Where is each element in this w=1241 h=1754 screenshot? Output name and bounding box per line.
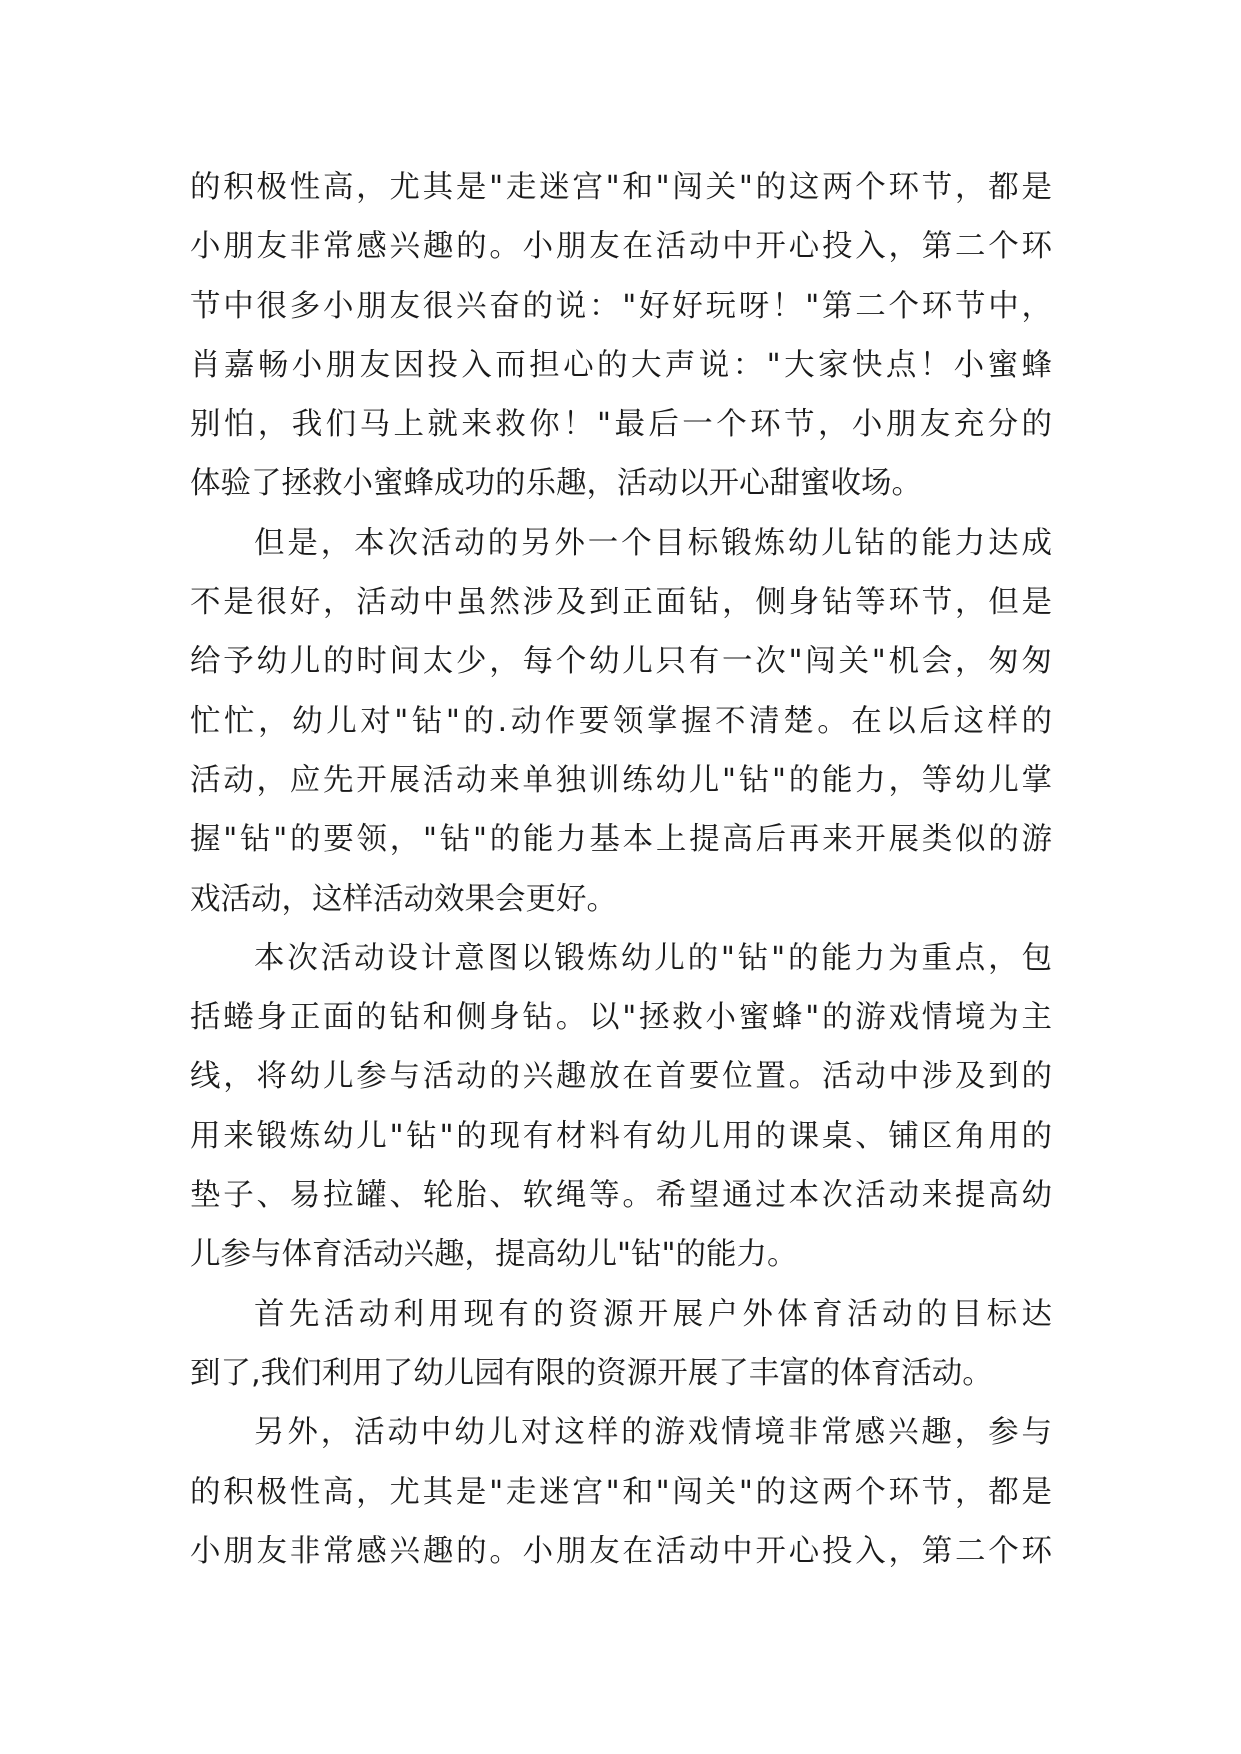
text-line: 活动，应先开展活动来单独训练幼儿"钻"的能力，等幼儿掌 [190,762,1052,798]
text-line: 戏活动，这样活动效果会更好。 [190,881,617,917]
text-line: 儿参与体育活动兴趣，提高幼儿"钻"的能力。 [190,1237,798,1273]
text-line: 另外，活动中幼儿对这样的游戏情境非常感兴趣，参与 [254,1415,1052,1451]
body-text [190,158,1052,1581]
text-line: 括蜷身正面的钻和侧身钻。以"拯救小蜜蜂"的游戏情境为主 [190,1000,1052,1036]
text-line: 首先活动利用现有的资源开展户外体育活动的目标达 [254,1296,1052,1332]
text-line: 但是，本次活动的另外一个目标锻炼幼儿钻的能力达成 [254,525,1052,561]
text-line: 不是很好，活动中虽然涉及到正面钻，侧身钻等环节，但是 [190,585,1052,621]
text-line: 到了,我们利用了幼儿园有限的资源开展了丰富的体育活动。 [190,1355,993,1391]
text-line: 别怕，我们马上就来救你！"最后一个环节，小朋友充分的 [190,407,1052,443]
text-line: 忙忙，幼儿对"钻"的.动作要领掌握不清楚。在以后这样的 [190,703,1052,739]
text-line: 垫子、易拉罐、轮胎、软绳等。希望通过本次活动来提高幼 [190,1178,1052,1214]
text-line: 线，将幼儿参与活动的兴趣放在首要位置。活动中涉及到的 [190,1059,1052,1095]
text-line: 小朋友非常感兴趣的。小朋友在活动中开心投入，第二个环 [190,1533,1052,1569]
text-line: 给予幼儿的时间太少，每个幼儿只有一次"闯关"机会，匆匆 [190,644,1052,680]
text-line: 的积极性高，尤其是"走迷宫"和"闯关"的这两个环节，都是 [190,170,1052,205]
text-line: 小朋友非常感兴趣的。小朋友在活动中开心投入，第二个环 [190,229,1052,265]
text-line: 体验了拯救小蜜蜂成功的乐趣，活动以开心甜蜜收场。 [190,466,922,502]
text-line: 用来锻炼幼儿"钻"的现有材料有幼儿用的课桌、铺区角用的 [190,1118,1052,1154]
text-line: 握"钻"的要领，"钻"的能力基本上提高后再来开展类似的游 [190,822,1052,858]
text-line: 本次活动设计意图以锻炼幼儿的"钻"的能力为重点，包 [254,940,1052,976]
text-line: 的积极性高，尤其是"走迷宫"和"闯关"的这两个环节，都是 [190,1474,1052,1510]
text-line: 肖嘉畅小朋友因投入而担心的大声说："大家快点！小蜜蜂 [190,347,1052,383]
text-line: 节中很多小朋友很兴奋的说："好好玩呀！"第二个环节中， [190,288,1052,324]
